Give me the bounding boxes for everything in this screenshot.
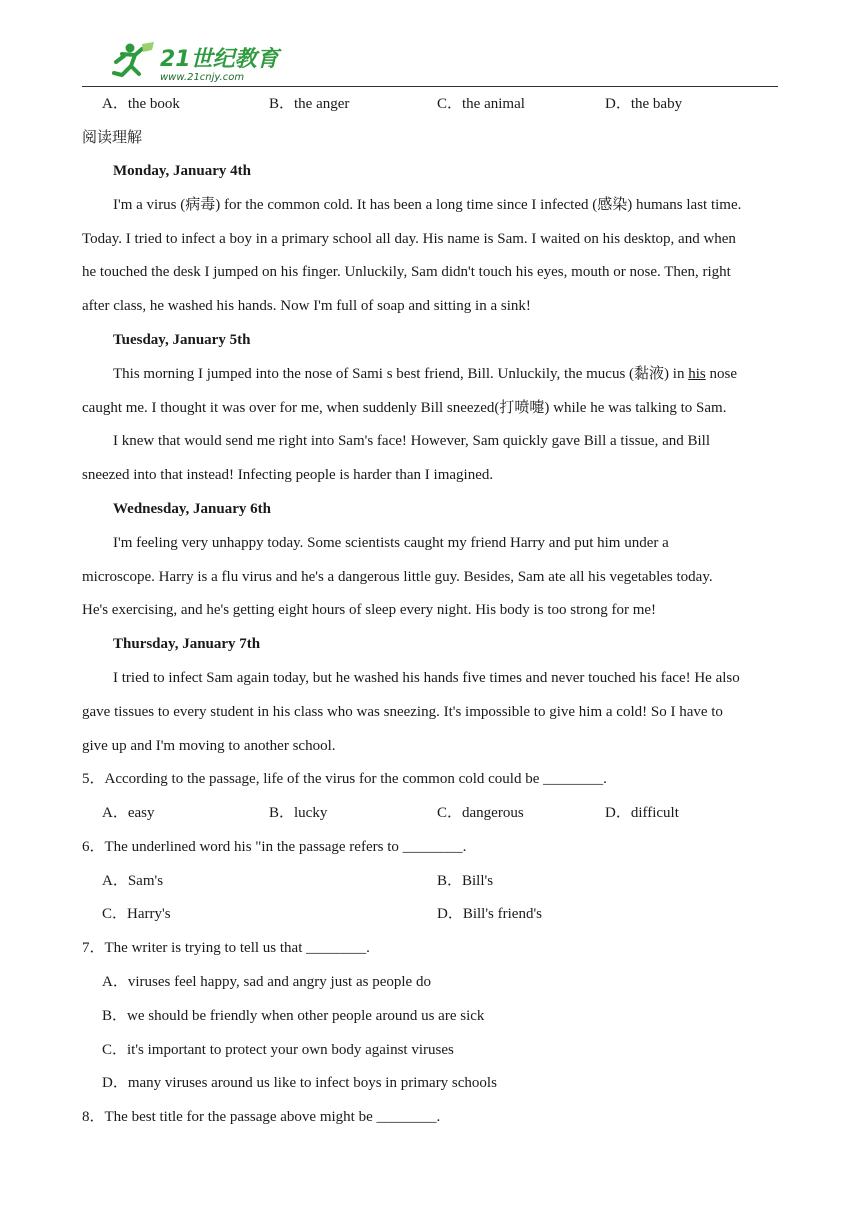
passage-line: gave tissues to every student in his class who was sneezing. It's impossible to give him a cold! So I have to [82, 704, 723, 720]
question-6-options-row1 [82, 871, 782, 891]
passage-line: I'm feeling very unhappy today. Some scientists caught my friend Harry and put him under a [113, 535, 669, 551]
day-heading: Tuesday, January 5th [113, 332, 251, 348]
passage-line: I'm a virus (病毒) for the common cold. It has been a long time since I infected (感染) humans last time. [113, 197, 742, 213]
page-header [82, 40, 778, 87]
option-b[interactable]: B．the anger [269, 96, 350, 112]
option-b[interactable]: B．we should be friendly when other people around us are sick [102, 1008, 485, 1024]
day-heading: Thursday, January 7th [113, 636, 261, 652]
passage-line: He's exercising, and he's getting eight hours of sleep every night. His body is too strong for me! [82, 602, 657, 618]
option-c[interactable]: C．it's important to protect your own body against viruses [102, 1042, 454, 1058]
option-c[interactable]: C．the animal [437, 96, 525, 112]
day-heading: Monday, January 4th [113, 163, 251, 179]
passage-line: sneezed into that instead! Infecting people is harder than I imagined. [82, 467, 494, 483]
passage-line: microscope. Harry is a flu virus and he's a dangerous little guy. Besides, Sam ate all his vegetables today. [82, 569, 713, 585]
option-b[interactable]: B．lucky [269, 805, 328, 821]
option-d[interactable]: D．the baby [605, 96, 683, 112]
option-a[interactable]: A．the book [102, 96, 180, 112]
site-logo [102, 40, 292, 84]
passage-line: give up and I'm moving to another school. [82, 738, 336, 754]
option-a[interactable]: A．Sam's [102, 873, 164, 889]
svg-text:21世纪教育: 21世纪教育 [160, 47, 279, 72]
svg-text:www.21cnjy.com: www.21cnjy.com [160, 72, 245, 83]
option-c[interactable]: C．dangerous [437, 805, 524, 821]
question-6-options-row2 [82, 904, 782, 924]
passage-line: I knew that would send me right into Sam's face! However, Sam quickly gave Bill a tissue, and Bill [113, 433, 710, 449]
option-a[interactable]: A．viruses feel happy, sad and angry just as people do [102, 974, 431, 990]
passage-line: caught me. I thought it was over for me, when suddenly Bill sneezed(打喷嚏) while he was talking to Sam. [82, 400, 727, 416]
question-8-stem: 8．The best title for the passage above might be ________. [82, 1109, 441, 1125]
question-7-stem: 7．The writer is trying to tell us that ________. [82, 940, 370, 956]
option-c[interactable]: C．Harry's [102, 906, 171, 922]
passage-line: I tried to infect Sam again today, but he washed his hands five times and never touched his face! He also [113, 670, 740, 686]
option-b[interactable]: B．Bill's [437, 873, 494, 889]
question-5-options [82, 803, 782, 823]
section-title: 阅读理解 [82, 130, 143, 146]
question-5-stem: 5．According to the passage, life of the virus for the common cold could be ________. [82, 771, 607, 787]
option-a[interactable]: A．easy [102, 805, 155, 821]
option-d[interactable]: D．Bill's friend's [437, 906, 542, 922]
option-d[interactable]: D．difficult [605, 805, 679, 821]
passage-line: This morning I jumped into the nose of Sami s best friend, Bill. Unluckily, the mucus (黏液) in his nose [113, 366, 737, 382]
passage-line: Today. I tried to infect a boy in a primary school all day. His name is Sam. I waited on his desktop, and when [82, 231, 736, 247]
underlined-word: his [688, 366, 706, 382]
prev-question-options [82, 94, 782, 114]
option-d[interactable]: D．many viruses around us like to infect boys in primary schools [102, 1075, 497, 1091]
passage-line: he touched the desk I jumped on his finger. Unluckily, Sam didn't touch his eyes, mouth or nose. Then, right [82, 264, 731, 280]
passage-line: after class, he washed his hands. Now I'm full of soap and sitting in a sink! [82, 298, 531, 314]
question-6-stem: 6．The underlined word his "in the passage refers to ________. [82, 839, 467, 855]
day-heading: Wednesday, January 6th [113, 501, 271, 517]
